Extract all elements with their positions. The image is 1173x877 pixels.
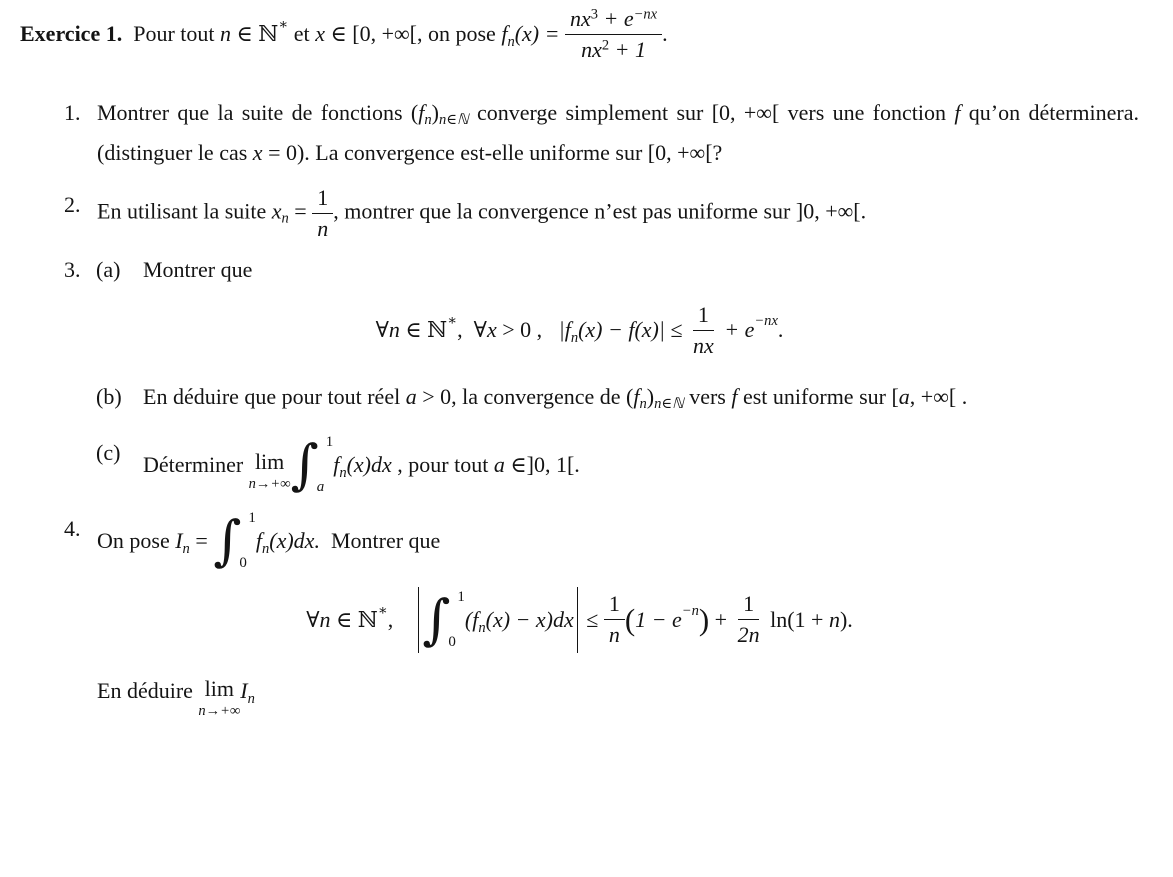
text-run: ln(1 + [764,606,829,632]
math-run: (x) − f(x)| ≤ [578,317,688,343]
text-run: ≤ [580,606,604,632]
text-run: Déterminer [143,451,249,477]
exercise-label: Exercice 1. [20,21,123,47]
text-run: On pose [97,527,176,553]
list-item-4: 4. On pose I n = ∫ 1 0 f n (x)dx. Montrer que [64,508,441,572]
text-run: qu’on déterminera. (distinguer le cas [97,99,1139,165]
forall-symbol: ∀ [375,317,389,343]
math-var: n [220,21,232,47]
item-number: 2. [64,191,81,217]
close-paren: ) [698,601,710,637]
math-run: + 1 [609,36,646,62]
list-item-3c: (c) Déterminer lim n→+∞ ∫ 1 a f n (x)dx , pour tout a ∈]0, 1[. [96,432,580,496]
text-run: En déduire [97,677,199,703]
fraction-denominator: n [317,215,329,241]
text-run: ∈ [0, +∞[, on pose [324,21,502,47]
text-run: + [709,606,733,632]
integral-upper-limit: 1 [457,588,465,605]
math-var: f [255,527,262,553]
fraction [312,185,333,242]
text-run: En déduire que pour tout réel [143,383,406,409]
forall-symbol: ∀ [306,606,320,632]
absolute-value-bar [418,587,419,653]
math-run: (x) − x)dx [485,606,574,632]
text-run: Montrer que [143,256,253,282]
lim-subscript: n→+∞ [248,476,291,493]
text-run: ). [839,606,853,632]
fraction-numerator: 1 [738,591,759,620]
math-var: f [633,383,640,409]
math-run: nx [581,36,602,62]
math-run: (x)dx. [269,527,320,553]
item-number: 1. [64,99,81,125]
math-run: (f [464,606,479,632]
subitem-label: (a) [96,256,121,282]
integral-sign: ∫ [213,508,242,572]
integral-limits [317,433,334,497]
fraction [688,302,719,359]
lim-word: lim [204,675,235,701]
math-var: x [271,198,282,224]
math-var: n [828,606,840,632]
fraction [733,591,765,648]
fraction-numerator: 1 [604,591,625,620]
text-run: ) [646,383,655,409]
math-run: 1 − e [635,606,682,632]
text-run: est uniforme sur [ [737,383,899,409]
text-run: > 0, la convergence de ( [416,383,634,409]
text-run: vers [683,383,732,409]
text-run: , [387,606,416,632]
integral-sign: ∫ [290,432,319,496]
text-run: . [777,317,784,343]
integral-limits [239,509,256,573]
text-run: , +∞[ . [909,383,968,409]
exercise-header: Exercice 1. Pour tout n ∈ ℕ ∗ et x ∈ [0, +∞[, on pose f n (x) = $\frac{nx^3 + e^{-nx}}{nx^2 + 1}$ . [20,6,668,62]
integral-lower-limit: 0 [239,554,247,571]
math-var: a [405,383,417,409]
math-var: f [501,21,508,47]
math-var: x [486,317,497,343]
fraction-denominator [576,35,651,63]
math-var: a [493,451,505,477]
math-var: x [315,21,325,47]
display-equation-a: ∀ n ∈ ℕ ∗ , ∀ x > 0 , |f n (x) − f(x)| ≤ $\frac{1}{nx}$ + e −nx . [375,301,784,358]
math-run: + e [718,317,755,343]
math-run: + e [598,6,634,31]
fraction-numerator: 1 [312,185,333,214]
math-var: f [731,383,738,409]
lim-subscript: n→+∞ [198,702,241,719]
integral-sign: ∫ [422,587,451,651]
math-var: f [418,99,425,125]
conclusion-line: En déduire lim n→+∞ I n [20,671,1139,712]
limit-operator [249,451,291,492]
display-equation-b: ∀ n ∈ ℕ ∗ , ∫ 1 0 (f n (x) − x)dx ≤ $\frac{1}{n}$ ( 1 − e −n ) + $\frac{1}{2n}$ ln(1 + n ). [306,587,853,651]
text-run: , ∀ [457,317,487,343]
subscript: n [424,111,432,128]
superscript: −nx [633,6,658,23]
integral-lower-limit: 0 [448,633,456,650]
subscript: n∈ℕ [438,111,469,128]
text-run: = 0). La convergence est-elle uniforme sur [0, +∞[? [262,139,723,165]
text-run: et [288,21,316,47]
integral-limits [448,588,465,652]
text-run: ∈ ℕ [399,317,448,343]
text-run: = [189,527,214,553]
text-run: Montrer que [319,527,441,553]
math-var: I [240,677,248,703]
open-paren: ( [624,601,636,637]
fraction-denominator: nx [693,332,714,358]
text-run: > 0 , [496,317,559,343]
text-run: Montrer que la suite de fonctions ( [97,99,419,125]
fraction-denominator: n [608,622,620,648]
list-item-1 [20,93,1139,173]
text-run: . [662,21,668,47]
integral-operator [213,509,256,573]
subscript: n [281,210,289,227]
fraction [565,6,662,63]
math-var: n [319,606,331,632]
subitem-label: (b) [96,383,122,409]
math-var: a [898,383,910,409]
fraction [604,591,625,648]
lim-word: lim [254,449,285,475]
integral-upper-limit: 1 [325,433,334,450]
math-var: f [333,451,340,477]
text-run: En utilisant la suite [97,198,272,224]
integral-lower-limit: a [316,478,325,495]
math-run: |f [558,317,571,343]
math-var: x [252,139,263,165]
subscript: n [639,395,647,412]
fraction-numerator [565,6,662,35]
fraction-denominator: 2n [737,622,760,648]
superscript: 3 [590,6,598,23]
fraction-numerator: 1 [693,302,714,331]
math-var: I [175,527,183,553]
integral-operator [291,433,334,497]
integral-operator [422,588,465,652]
text-run: ∈ ℕ [231,21,279,47]
list-item-3b [20,377,1139,417]
subitem-label: (c) [96,439,121,465]
absolute-value-bar [577,587,578,653]
math-run: (x) = [514,21,565,47]
text-run: ∈]0, 1[. [504,451,580,477]
math-run: nx [569,6,591,31]
math-var: n [388,317,400,343]
math-var: f [954,99,961,125]
text-run: converge simplement sur [0, +∞[ vers une fonction [468,99,955,125]
integral-upper-limit: 1 [248,509,256,526]
list-item-3a [20,250,1139,290]
math-run: (x)dx [346,451,392,477]
text-run: Pour tout [122,21,221,47]
text-run: , montrer que la convergence n’est pas uniforme sur ]0, +∞[. [333,198,867,224]
text-run: , pour tout [391,451,494,477]
list-item-2 [20,185,1139,242]
limit-operator [198,675,241,719]
text-run: = [288,198,313,224]
item-number: 4. [64,515,81,541]
text-run: ∈ ℕ [330,606,378,632]
text-run: ) [431,99,439,125]
subscript: n∈ℕ [654,395,684,412]
item-number: 3. [64,256,81,282]
superscript: 2 [601,37,610,54]
